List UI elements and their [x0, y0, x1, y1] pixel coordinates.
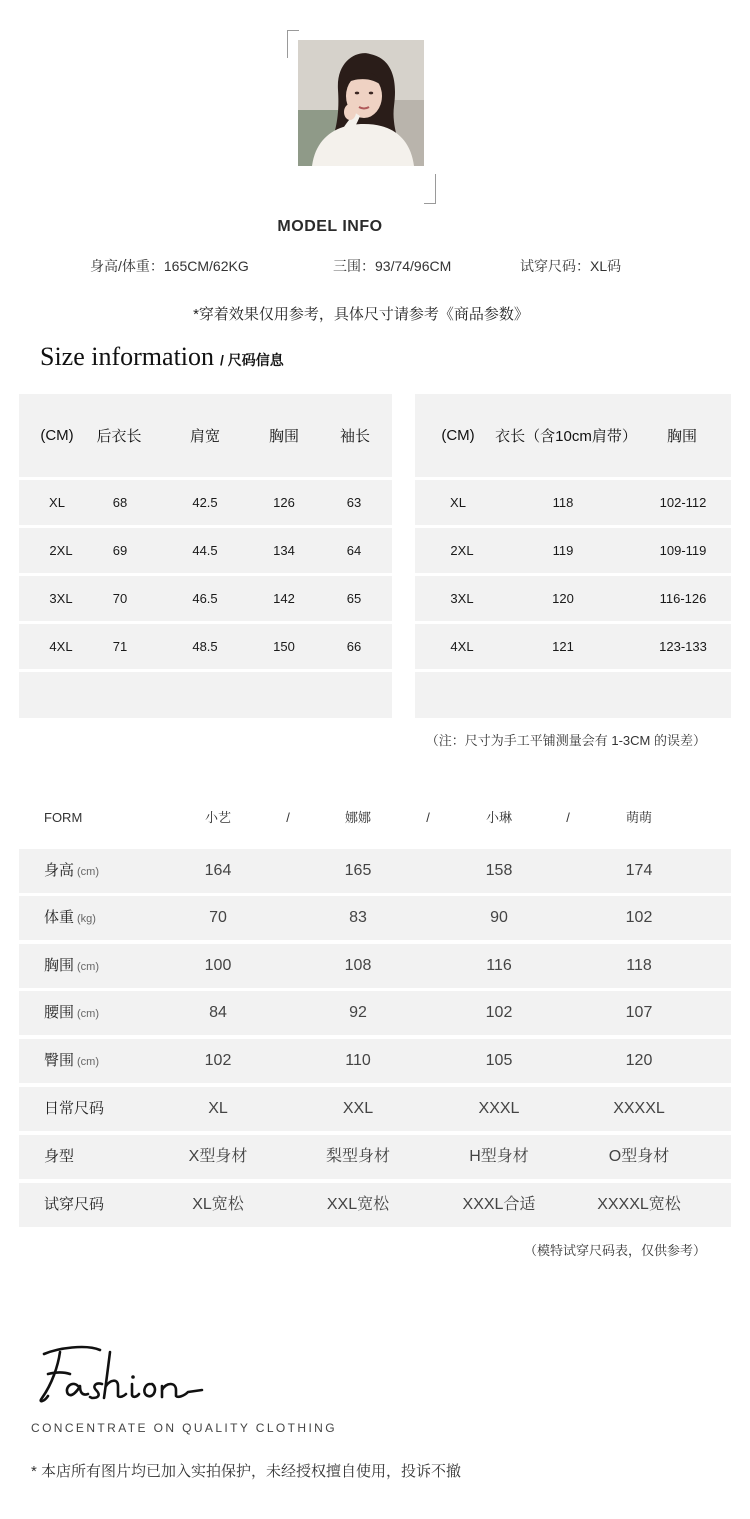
fit-disclaimer: *穿着效果仅用参考，具体尺寸请参考《商品参数》 — [193, 306, 529, 323]
model-separator: / — [426, 810, 430, 825]
model-trial-size: 试穿尺码：XL码 — [520, 258, 622, 274]
table-cell: 123-133 — [659, 639, 707, 654]
form-cell: 116 — [486, 957, 512, 974]
model-form-note: （模特试穿尺码表，仅供参考） — [523, 1243, 706, 1258]
form-row-hip — [19, 1039, 731, 1083]
form-cell: 108 — [344, 957, 372, 974]
table-row — [19, 624, 392, 669]
form-cell: 102 — [204, 1052, 232, 1069]
model-name: 小艺 — [204, 810, 231, 825]
model-height-weight: 身高/体重：165CM/62KG — [90, 258, 249, 274]
table-cell: 102-112 — [659, 495, 707, 510]
table-cell: 65 — [346, 591, 362, 606]
header-cell: 后衣长 — [96, 428, 142, 445]
form-cell: 83 — [349, 909, 367, 926]
table-cell: 109-119 — [659, 543, 707, 558]
table-cell: 71 — [112, 639, 128, 654]
form-row-weight — [19, 896, 731, 940]
measurement-error-note: （注：尺寸为手工平铺测量会有 1-3CM 的误差） — [425, 733, 706, 748]
table-cell: 4XL — [450, 639, 474, 654]
form-cell: XXL宽松 — [326, 1196, 390, 1213]
table-cell: 120 — [552, 591, 574, 606]
form-row-label: 臀围 (cm) — [44, 1052, 100, 1069]
table-cell: 2XL — [450, 543, 474, 558]
table-cell: 150 — [273, 639, 295, 654]
form-row-height — [19, 849, 731, 893]
form-cell: 174 — [625, 862, 653, 879]
table-row — [415, 624, 731, 669]
header-cell: 胸围 — [666, 428, 697, 445]
form-row-daily-size — [19, 1087, 731, 1131]
form-cell: XXXXL宽松 — [597, 1196, 681, 1213]
form-row-label: 试穿尺码 — [44, 1196, 105, 1213]
form-cell: XXXXL — [613, 1100, 665, 1117]
header-cell: 肩宽 — [189, 428, 220, 445]
form-row-label: 身型 — [44, 1148, 75, 1165]
table-row — [19, 576, 392, 621]
table-cell: 46.5 — [192, 591, 218, 606]
table-cell: 119 — [552, 543, 574, 558]
table-row — [19, 480, 392, 525]
dress-size-table — [415, 394, 731, 718]
form-cell: XXXL — [478, 1100, 520, 1117]
form-cell: 90 — [490, 909, 508, 926]
form-row-trial-size — [19, 1183, 731, 1227]
model-name: 小琳 — [485, 810, 512, 825]
table-cell: 2XL — [49, 543, 73, 558]
table-cell: 64 — [346, 543, 362, 558]
table-row — [415, 576, 731, 621]
form-cell: XXXL合适 — [462, 1196, 536, 1213]
copyright-notice: * 本店所有图片均已加入实拍保护，未经授权擅自使用，投诉不撤 — [31, 1463, 462, 1480]
model-measurements: 三围：93/74/96CM — [333, 258, 452, 274]
form-cell: 梨型身材 — [325, 1148, 390, 1165]
header-cell: 袖长 — [339, 428, 370, 445]
form-cell: XXL — [342, 1100, 374, 1117]
table-cell: 68 — [112, 495, 128, 510]
table-cell: 3XL — [450, 591, 474, 606]
form-cell: 84 — [209, 1004, 227, 1021]
table-row — [415, 528, 731, 573]
form-cell: 102 — [625, 909, 653, 926]
model-separator: / — [566, 810, 570, 825]
form-cell: XL宽松 — [192, 1196, 244, 1213]
table-cell: 134 — [273, 543, 295, 558]
fashion-script-logo — [38, 1340, 208, 1410]
top-size-table — [19, 394, 392, 718]
model-info-title: MODEL INFO — [277, 218, 383, 235]
form-cell: O型身材 — [608, 1148, 670, 1165]
table-cell: XL — [450, 495, 466, 510]
form-cell: 92 — [349, 1004, 367, 1021]
form-cell: 107 — [625, 1004, 653, 1021]
table-cell: 70 — [112, 591, 128, 606]
form-cell: 70 — [209, 909, 227, 926]
table-header-row — [415, 394, 731, 477]
form-row-label: 日常尺码 — [44, 1100, 105, 1117]
form-header-label: FORM — [44, 810, 83, 825]
form-cell: X型身材 — [188, 1148, 248, 1165]
size-information-title-en: Size information — [40, 342, 215, 371]
table-row-empty — [19, 672, 392, 718]
table-cell: 116-126 — [659, 591, 707, 606]
table-cell: 42.5 — [192, 495, 218, 510]
header-cell: 胸围 — [268, 428, 299, 445]
table-cell: 4XL — [49, 639, 73, 654]
size-information-title-zh: / 尺码信息 — [220, 352, 284, 368]
form-row-body-type — [19, 1135, 731, 1179]
table-cell: 63 — [346, 495, 362, 510]
table-cell: 44.5 — [192, 543, 218, 558]
table-header-row — [19, 394, 392, 477]
header-cell: (CM) — [40, 427, 74, 444]
form-cell: 158 — [485, 862, 513, 879]
form-row-bust — [19, 944, 731, 988]
table-row-empty — [415, 672, 731, 718]
form-header-row — [19, 805, 731, 831]
model-name: 娜娜 — [344, 810, 371, 825]
form-cell: 118 — [626, 957, 652, 974]
table-cell: 69 — [112, 543, 128, 558]
form-row-waist — [19, 991, 731, 1035]
table-cell: 66 — [346, 639, 362, 654]
photo-frame-corner-bottom-right — [424, 174, 436, 204]
table-cell: 48.5 — [192, 639, 218, 654]
form-cell: H型身材 — [469, 1148, 529, 1165]
table-row — [415, 480, 731, 525]
header-cell: 衣长（含10cm肩带） — [495, 428, 637, 445]
model-separator: / — [286, 810, 290, 825]
table-cell: 3XL — [49, 591, 73, 606]
form-row-label: 胸围 (cm) — [44, 957, 100, 974]
form-cell: 102 — [485, 1004, 513, 1021]
form-cell: 100 — [204, 957, 232, 974]
table-cell: 142 — [273, 591, 295, 606]
form-cell: 165 — [344, 862, 372, 879]
model-photo — [298, 40, 424, 166]
header-cell: (CM) — [441, 427, 475, 444]
table-cell: 126 — [273, 495, 295, 510]
form-cell: 164 — [204, 862, 232, 879]
brand-tagline: CONCENTRATE ON QUALITY CLOTHING — [31, 1421, 337, 1435]
form-cell: 120 — [625, 1052, 653, 1069]
table-cell: 121 — [552, 639, 574, 654]
form-row-label: 腰围 (cm) — [44, 1004, 100, 1021]
form-row-label: 体重 (kg) — [44, 909, 96, 926]
table-cell: XL — [49, 495, 65, 510]
form-cell: 110 — [345, 1052, 371, 1069]
table-cell: 118 — [552, 495, 574, 510]
size-information-heading — [40, 342, 284, 372]
model-name: 萌萌 — [625, 810, 652, 825]
form-cell: XL — [208, 1100, 228, 1117]
form-row-label: 身高 (cm) — [44, 862, 100, 879]
table-row — [19, 528, 392, 573]
form-cell: 105 — [485, 1052, 513, 1069]
